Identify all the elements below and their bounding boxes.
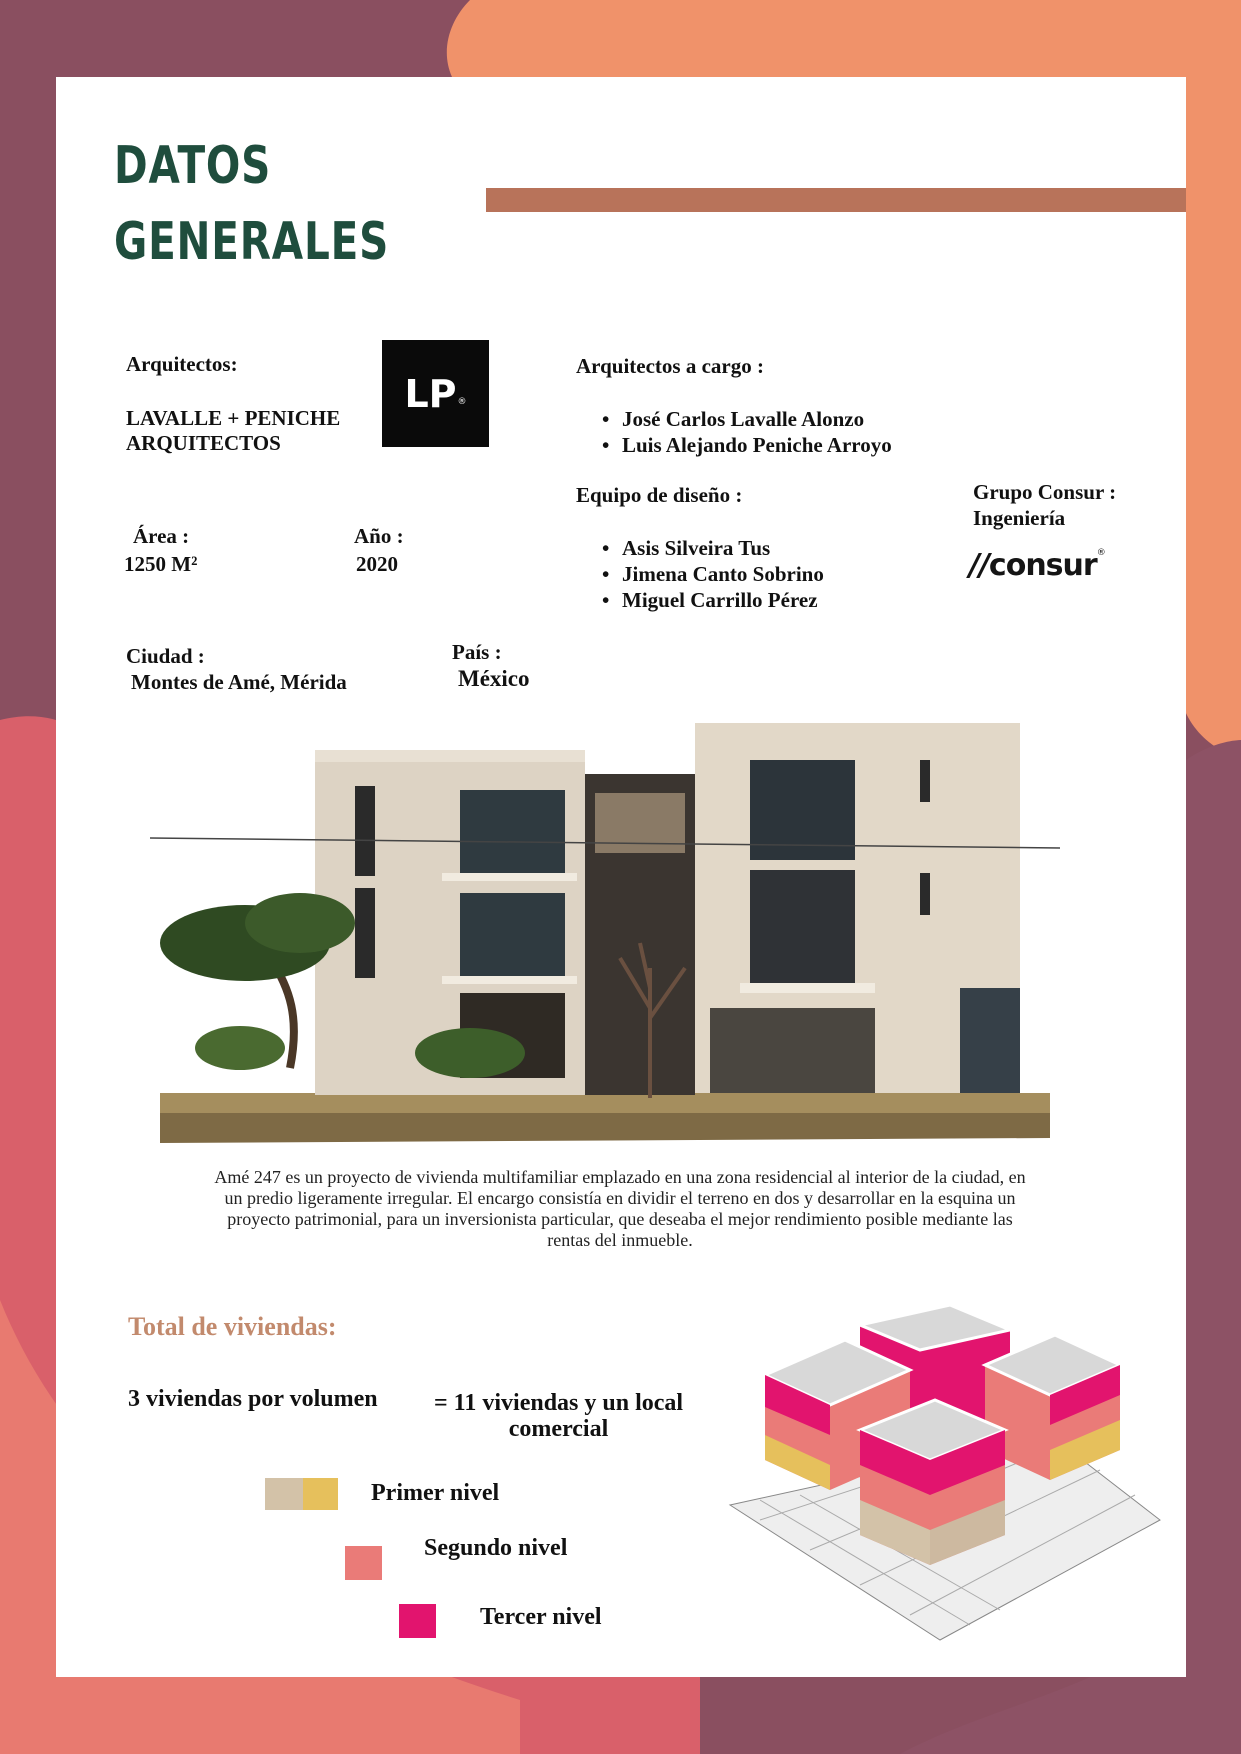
list-item: • Luis Alejando Peniche Arroyo	[598, 432, 892, 458]
list-item: • José Carlos Lavalle Alonzo	[598, 406, 892, 432]
ciudad-label: Ciudad :	[126, 644, 205, 668]
viviendas-total	[434, 1390, 683, 1442]
list-item: • Jimena Canto Sobrino	[598, 561, 824, 587]
viviendas-title: Total de viviendas:	[128, 1312, 337, 1341]
arquitectos-cargo-label: Arquitectos a cargo :	[576, 354, 764, 378]
pais-value: México	[458, 666, 530, 691]
accent-bar	[486, 188, 1186, 212]
arquitectos-cargo-list	[598, 406, 892, 458]
legend-label-primer: Primer nivel	[371, 1480, 500, 1506]
consur-logo-mark: ®	[1096, 548, 1105, 558]
equipo-label: Equipo de diseño :	[576, 483, 743, 507]
pais-label: País :	[452, 640, 502, 664]
legend-label-tercer: Tercer nivel	[480, 1604, 602, 1630]
area-label: Área :	[133, 524, 190, 548]
viviendas-total-line2: comercial	[508, 1416, 609, 1442]
legend-swatch-segundo	[345, 1546, 382, 1580]
lp-logo	[382, 340, 489, 447]
building-photo	[150, 718, 1060, 1148]
page-title-line1: DATOS	[114, 136, 272, 196]
list-item: • Miguel Carrillo Pérez	[598, 587, 824, 613]
arquitectos-value-line1: LAVALLE + PENICHE	[126, 406, 341, 430]
viviendas-per-volume: 3 viviendas por volumen	[128, 1386, 378, 1412]
consur-logo-slashes: //	[969, 548, 989, 583]
legend-swatch-primer-b	[303, 1478, 338, 1510]
viviendas-total-line1: = 11 viviendas y un local	[434, 1390, 684, 1416]
consur-logo	[969, 548, 1105, 583]
arquitectos-value-line2: ARQUITECTOS	[126, 431, 281, 455]
list-item: • Asis Silveira Tus	[598, 535, 824, 561]
project-description: Amé 247 es un proyecto de vivienda multifamiliar emplazado en una zona residencial al interior de la ciudad, en un predio ligeramente irregular. El encargo consistía en dividir el terreno en dos y desarrollar en la esquina un proyecto patrimonial, para un inversionista particular, que deseaba el mejor rendimiento posible mediante las rentas del inmueble.	[214, 1167, 1026, 1250]
area-value: 1250 M²	[124, 552, 198, 576]
grupo-label: Grupo Consur :	[973, 480, 1117, 504]
volumes-diagram	[720, 1295, 1166, 1655]
page-title	[114, 128, 389, 280]
lp-logo-text: LP	[404, 371, 457, 416]
grupo-sub: Ingeniería	[973, 506, 1066, 530]
equipo-list	[598, 535, 824, 613]
arquitectos-label: Arquitectos:	[126, 352, 238, 376]
lp-logo-mark: ®	[457, 396, 467, 407]
legend-swatch-primer-a	[265, 1478, 303, 1510]
anio-value: 2020	[356, 552, 398, 576]
legend-swatch-tercer	[399, 1604, 436, 1638]
page-title-line2: GENERALES	[114, 212, 390, 272]
consur-logo-text: consur	[988, 548, 1097, 583]
arquitectos-value	[126, 406, 340, 456]
anio-label: Año :	[354, 524, 404, 548]
ciudad-value: Montes de Amé, Mérida	[131, 670, 347, 694]
legend-label-segundo: Segundo nivel	[424, 1535, 568, 1561]
